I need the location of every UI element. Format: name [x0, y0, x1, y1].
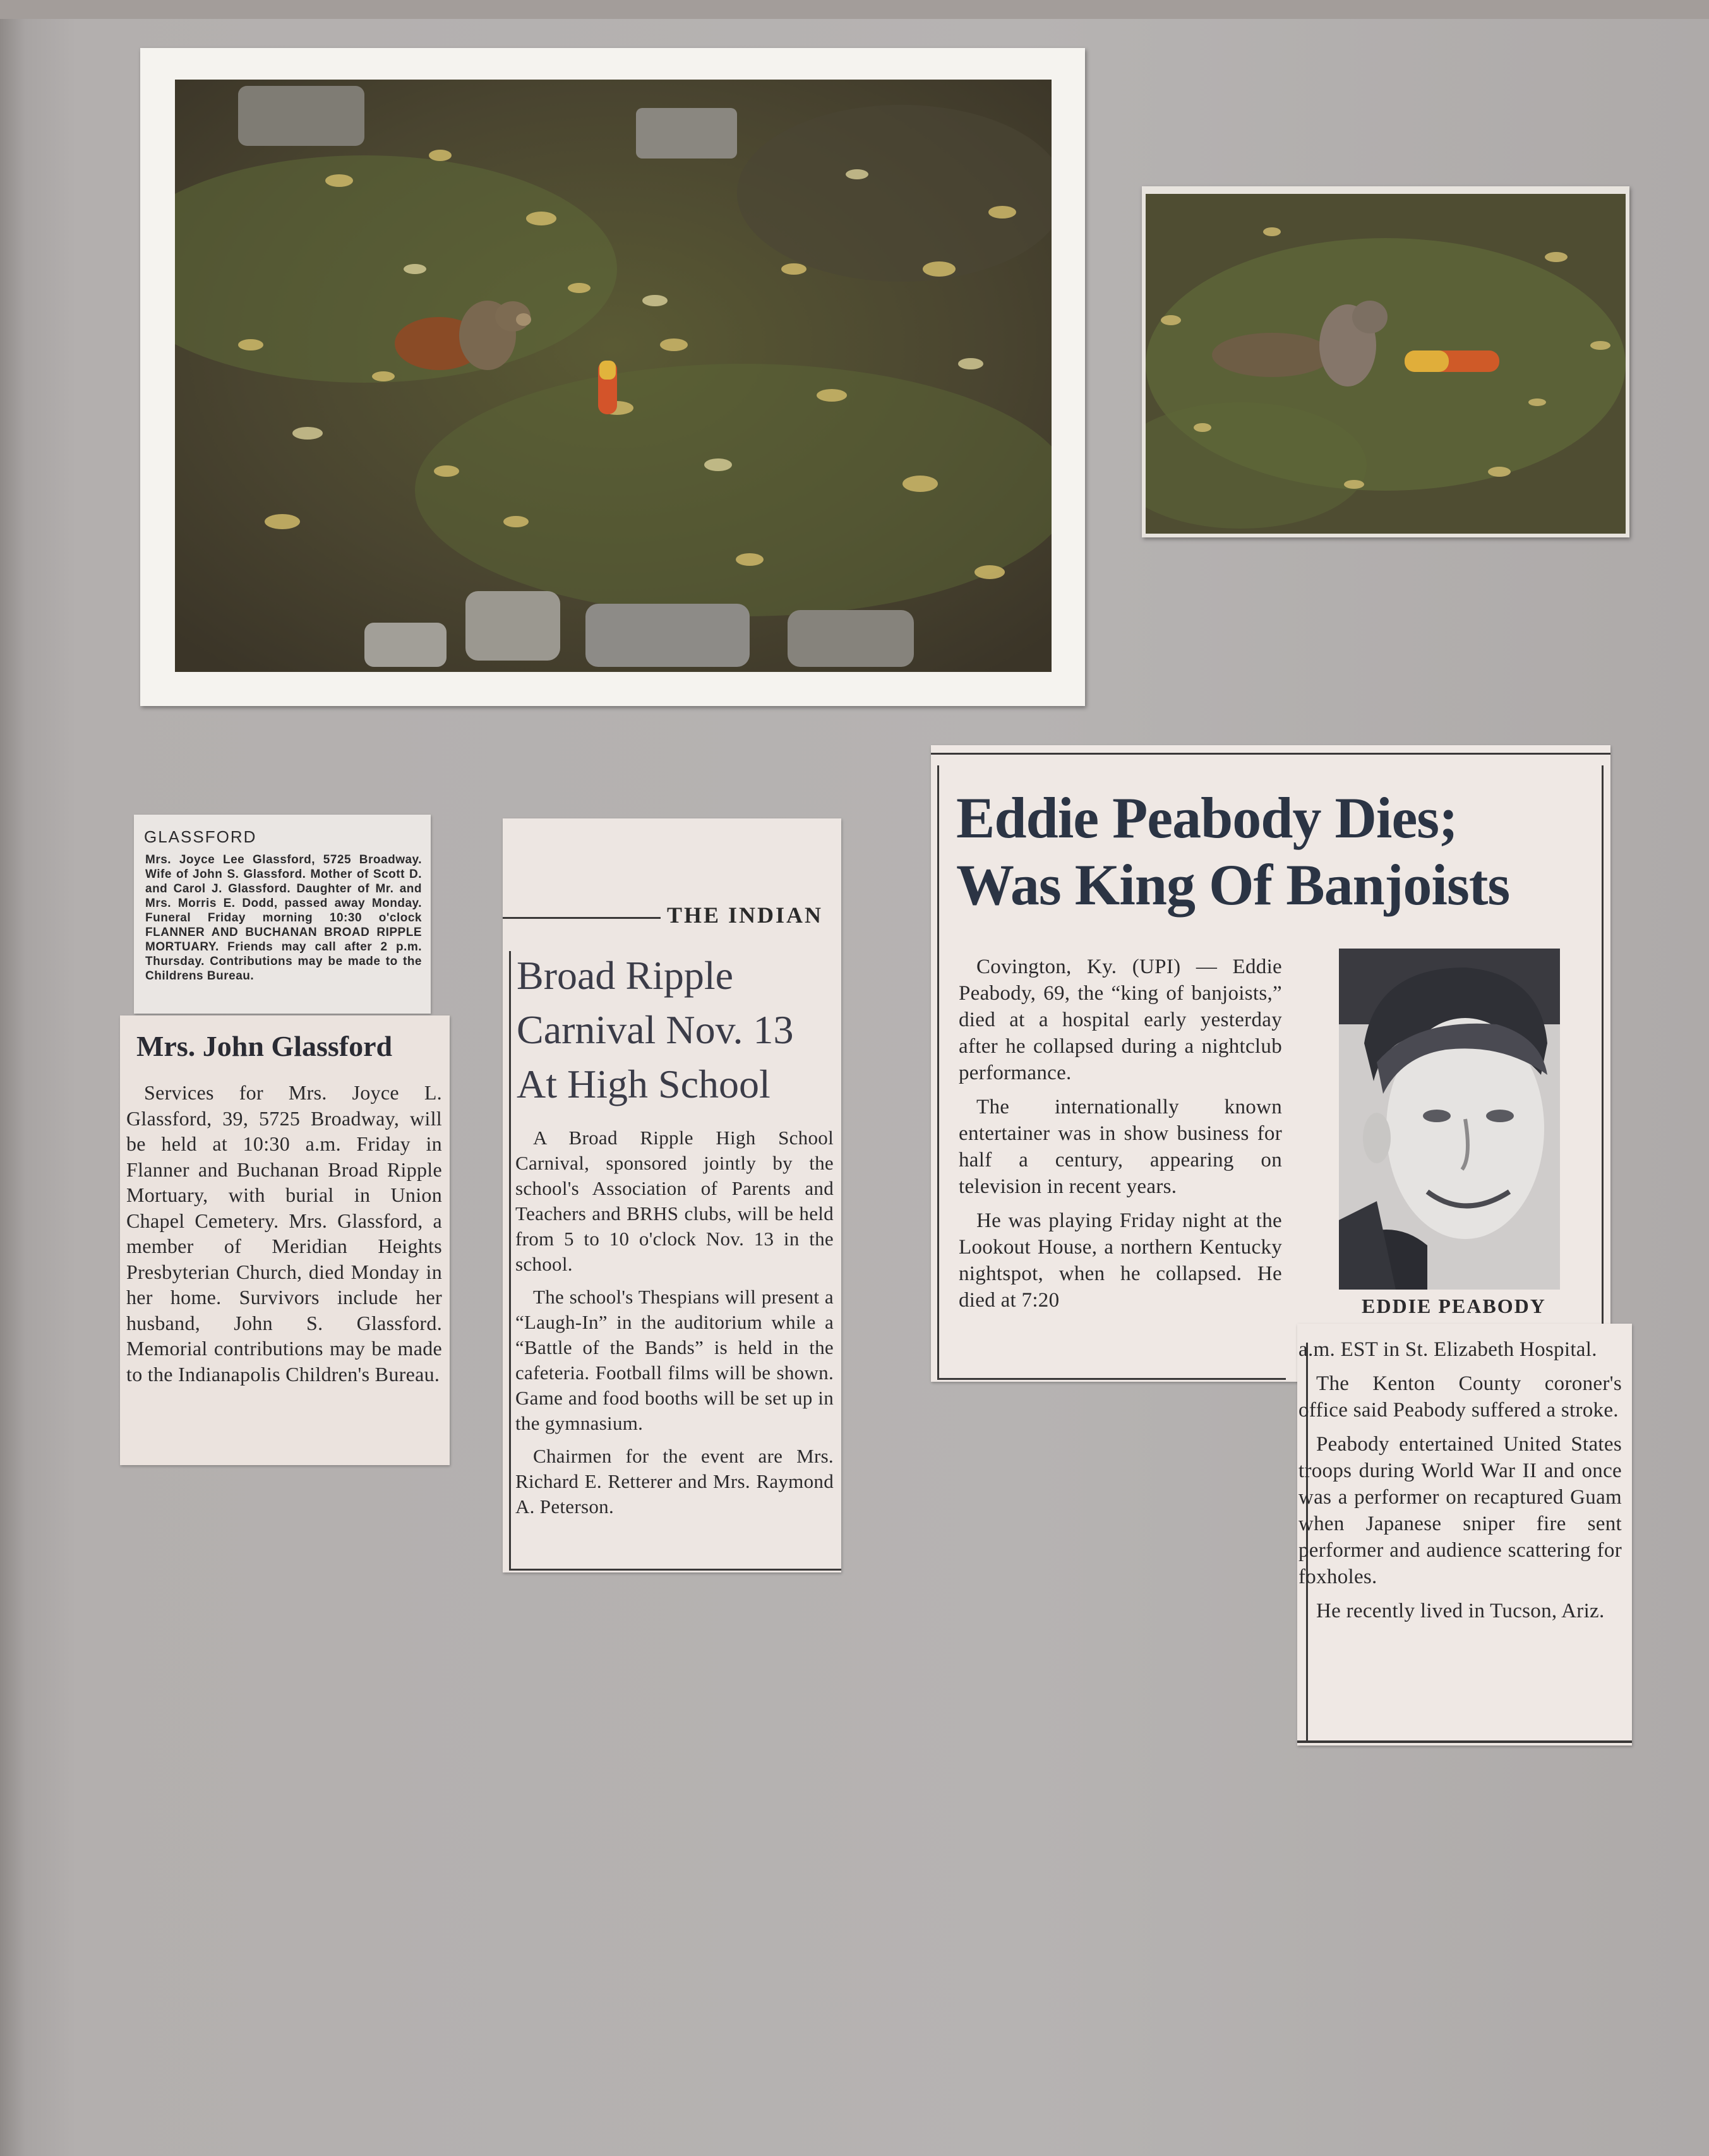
peabody-portrait — [1339, 949, 1560, 1290]
peabody-column-1 — [959, 954, 1282, 1314]
portrait-image — [1339, 949, 1560, 1290]
small-photo-print — [1142, 186, 1629, 537]
bottom-rule — [509, 1569, 841, 1571]
peabody-col2-paragraph-2: The Kenton County coroner's office said Peabody suffered a stroke. — [1298, 1372, 1622, 1422]
carnival-article — [503, 818, 841, 1572]
squirrel-scene-large — [175, 80, 1052, 672]
peabody-article-continuation — [1297, 1324, 1632, 1746]
peabody-col1-paragraph-1: Covington, Ky. (UPI) — Eddie Peabody, 69, the “king of banjoists,” died at a hospital early yesterday after he collapsed during a nightclub performance. — [959, 955, 1282, 1084]
carnival-body — [515, 1125, 834, 1519]
peabody-col1-bottom-rule — [937, 1378, 1286, 1380]
peabody-right-rule — [1602, 765, 1604, 1397]
carnival-headline-line2: Carnival Nov. 13 — [517, 1007, 794, 1052]
peabody-top-rule — [931, 753, 1610, 755]
carnival-paragraph-2: The school's Thespians will present a “Laugh-In” in the auditorium while a “Battle of the Bands” is held in the cafeteria. Football films will be shown. Game and food booths will be set up in the gymnasium. — [515, 1286, 834, 1434]
glassford-obituary — [120, 1015, 450, 1465]
album-page-top-edge — [0, 0, 1709, 19]
peabody-left-rule — [937, 765, 939, 1378]
squirrel-scene-small — [1146, 194, 1626, 534]
peabody-article-main — [931, 745, 1610, 1382]
notice-heading: GLASSFORD — [144, 827, 257, 846]
continuation-bottom-rule — [1297, 1740, 1632, 1743]
carnival-paragraph-1: A Broad Ripple High School Carnival, sponsored jointly by the school's Association of Parents and Teachers and BRHS clubs, will be held from 5 to 10 o'clock Nov. 13 in the school. — [515, 1127, 834, 1275]
portrait-caption: EDDIE PEABODY — [1362, 1295, 1546, 1317]
masthead-text: THE INDIAN — [667, 902, 824, 928]
peabody-col1-paragraph-3: He was playing Friday night at the Lookout House, a northern Kentucky nightspot, when he collapsed. He died at 7:20 — [959, 1209, 1282, 1312]
peabody-col2-paragraph-1: a.m. EST in St. Elizabeth Hospital. — [1298, 1338, 1597, 1361]
peabody-column-2 — [1298, 1336, 1622, 1624]
peabody-col2-paragraph-3: Peabody entertained United States troops during World War II and once was a performer on recaptured Guam when Japanese sniper fire sent performer and audience scattering for foxholes. — [1298, 1433, 1622, 1588]
corn-cob-large — [598, 361, 617, 414]
masthead-rule — [503, 917, 661, 919]
glassford-death-notice — [134, 815, 431, 1014]
large-photo-print — [140, 48, 1085, 706]
peabody-headline-line2: Was King Of Banjoists — [956, 853, 1510, 917]
squirrel-photo-small — [1146, 194, 1626, 534]
carnival-headline-line3: At High School — [517, 1062, 771, 1106]
squirrel-photo-large — [175, 80, 1052, 672]
peabody-col1-paragraph-2: The internationally known entertainer was in show business for half a century, appearing on television in recent years. — [959, 1096, 1282, 1198]
carnival-headline-line1: Broad Ripple — [517, 953, 734, 998]
obituary-headline: Mrs. John Glassford — [136, 1030, 393, 1062]
corn-cob-small — [1405, 350, 1499, 372]
column-rule-left — [509, 951, 511, 1570]
peabody-col2-paragraph-4: He recently lived in Tucson, Ariz. — [1316, 1600, 1605, 1622]
notice-body: Mrs. Joyce Lee Glassford, 5725 Broadway. Wife of John S. Glassford. Mother of Scott D. and Carol J. Glassford. Daughter of Mr. and Mrs. Morris E. Dodd, passed away Monday. Funeral Friday morning 10:30 o'clock FLANNER AND BUCHANAN BROAD RIPPLE MORTUARY. Friends may call after 2 p.m. Thursday. Contributions may be made to the Childrens Bureau. — [145, 853, 422, 983]
peabody-headline-line1: Eddie Peabody Dies; — [956, 786, 1458, 850]
obituary-body: Services for Mrs. Joyce L. Glassford, 39, 5725 Broadway, will be held at 10:30 a.m. Friday in Flanner and Buchanan Broad Ripple Mortuary, with burial in Union Chapel Cemetery. Mrs. Glassford, a member of Meridian Heights Presbyterian Church, died Monday in her home. Survivors include her husband, John S. Glassford. Memorial contributions may be made to the Indianapolis Children's Bureau. — [126, 1081, 442, 1386]
carnival-paragraph-3: Chairmen for the event are Mrs. Richard E. Retterer and Mrs. Raymond A. Peterson. — [515, 1445, 834, 1518]
